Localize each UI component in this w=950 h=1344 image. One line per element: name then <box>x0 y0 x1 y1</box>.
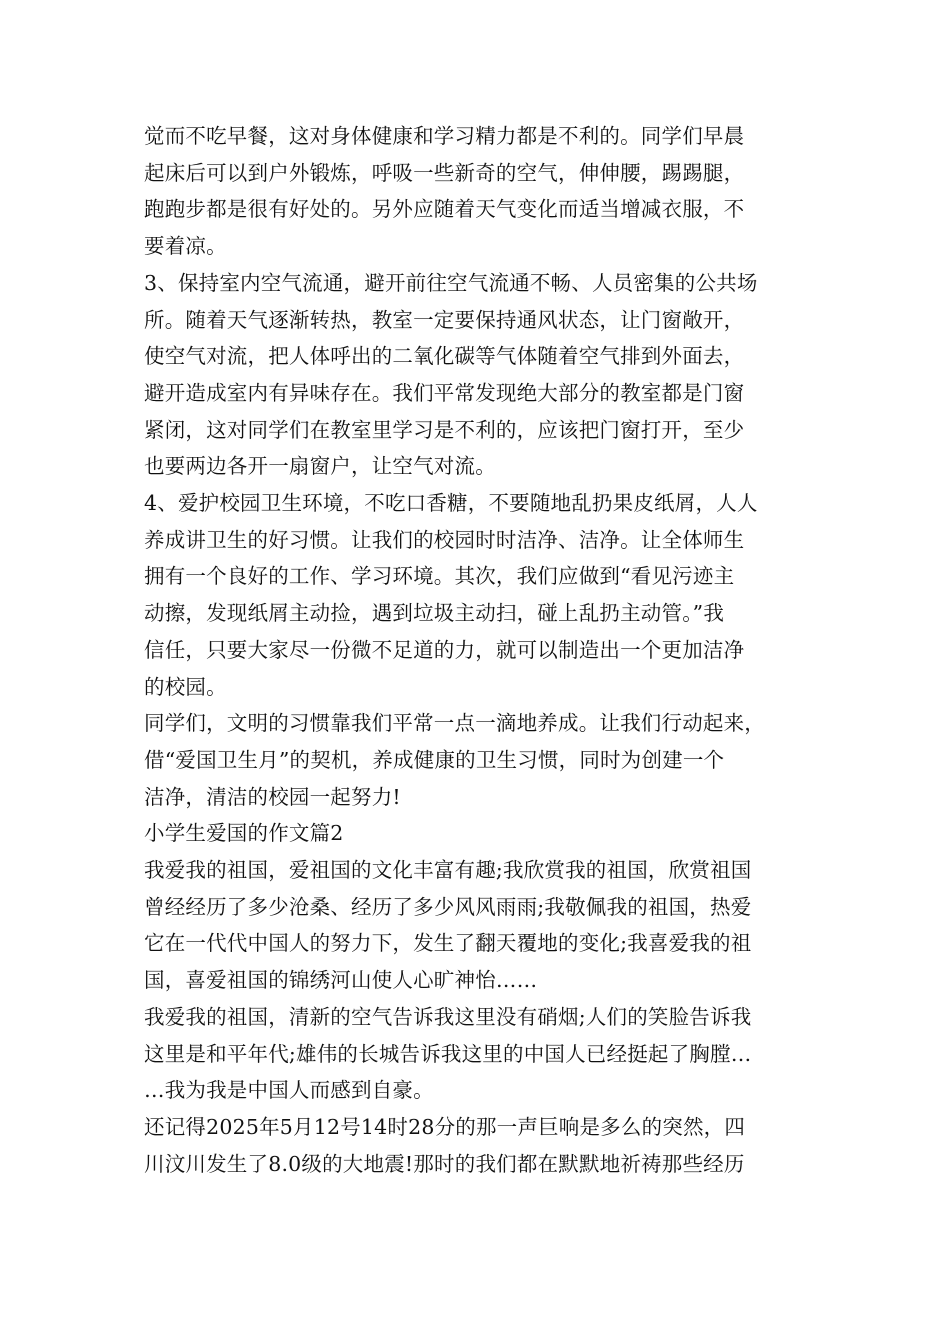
text-line: 拥有一个良好的工作、学习环境。其次，我们应做到“看见污迹主 <box>144 564 735 589</box>
document-page <box>144 118 834 1182</box>
paragraph-continuation <box>144 118 834 265</box>
paragraph-closing <box>144 705 834 815</box>
text-line: 它在一代代中国人的努力下，发生了翻天覆地的变化;我喜爱我的祖 <box>144 931 752 956</box>
text-line: 觉而不吃早餐，这对身体健康和学习精力都是不利的。同学们早晨 <box>144 124 745 148</box>
paragraph-essay-2 <box>144 999 834 1109</box>
text-line: 借“爱国卫生月”的契机，养成健康的卫生习惯，同时为创建一个 <box>144 747 725 772</box>
text-line: 的校园。 <box>144 674 227 699</box>
text-line: 也要两边各开一扇窗户，让空气对流。 <box>144 454 496 479</box>
text-line: 要着凉。 <box>144 234 227 259</box>
text-line: 起床后可以到户外锻炼，呼吸一些新奇的空气，伸伸腰，踢踢腿， <box>144 160 745 185</box>
text-line: 3、保持室内空气流通，避开前往空气流通不畅、人员密集的公共场 <box>144 270 758 295</box>
text-line: 这里是和平年代;雄伟的长城告诉我这里的中国人已经挺起了胸膛… <box>144 1041 752 1066</box>
text-line: 跑跑步都是很有好处的。另外应随着天气变化而适当增减衣服，不 <box>144 197 745 222</box>
text-line: 动擦，发现纸屑主动捡，遇到垃圾主动扫，碰上乱扔主动管。”我 <box>144 601 725 626</box>
text-line: 我爱我的祖国，清新的空气告诉我这里没有硝烟;人们的笑脸告诉我 <box>144 1004 752 1029</box>
paragraph-essay-3 <box>144 1109 834 1182</box>
text-line: 4、爱护校园卫生环境，不吃口香糖，不要随地乱扔果皮纸屑，人人 <box>144 491 758 516</box>
text-line: …我为我是中国人而感到自豪。 <box>144 1078 434 1103</box>
paragraph-item-3 <box>144 265 834 485</box>
text-line: 所。随着天气逐渐转热，教室一定要保持通风状态，让门窗敞开， <box>144 307 745 332</box>
text-line: 紧闭，这对同学们在教室里学习是不利的，应该把门窗打开，至少 <box>144 417 745 442</box>
text-line: 国，喜爱祖国的锦绣河山使人心旷神怡…… <box>144 968 538 993</box>
text-line: 使空气对流，把人体呼出的二氧化碳等气体随着空气排到外面去， <box>144 344 745 369</box>
heading-text: 小学生爱国的作文篇2 <box>144 821 344 846</box>
text-line: 养成讲卫生的好习惯。让我们的校园时时洁净、洁净。让全体师生 <box>144 527 745 552</box>
text-line: 我爱我的祖国，爱祖国的文化丰富有趣;我欣赏我的祖国，欣赏祖国 <box>144 858 752 883</box>
text-line: 信任，只要大家尽一份微不足道的力，就可以制造出一个更加洁净 <box>144 637 745 662</box>
text-line: 曾经经历了多少沧桑、经历了多少风风雨雨;我敬佩我的祖国，热爱 <box>144 894 752 919</box>
paragraph-item-4 <box>144 485 834 705</box>
text-line: 还记得2025年5月12号14时28分的那一声巨响是多么的突然，四 <box>144 1114 746 1139</box>
section-heading <box>144 815 834 852</box>
paragraph-essay-1 <box>144 852 834 999</box>
text-line: 避开造成室内有异味存在。我们平常发现绝大部分的教室都是门窗 <box>144 380 745 405</box>
text-line: 洁净，清洁的校园一起努力! <box>144 784 401 809</box>
text-line: 同学们，文明的习惯靠我们平常一点一滴地养成。让我们行动起来， <box>144 711 765 736</box>
text-line: 川汶川发生了8.0级的大地震!那时的我们都在默默地祈祷那些经历 <box>144 1151 745 1176</box>
